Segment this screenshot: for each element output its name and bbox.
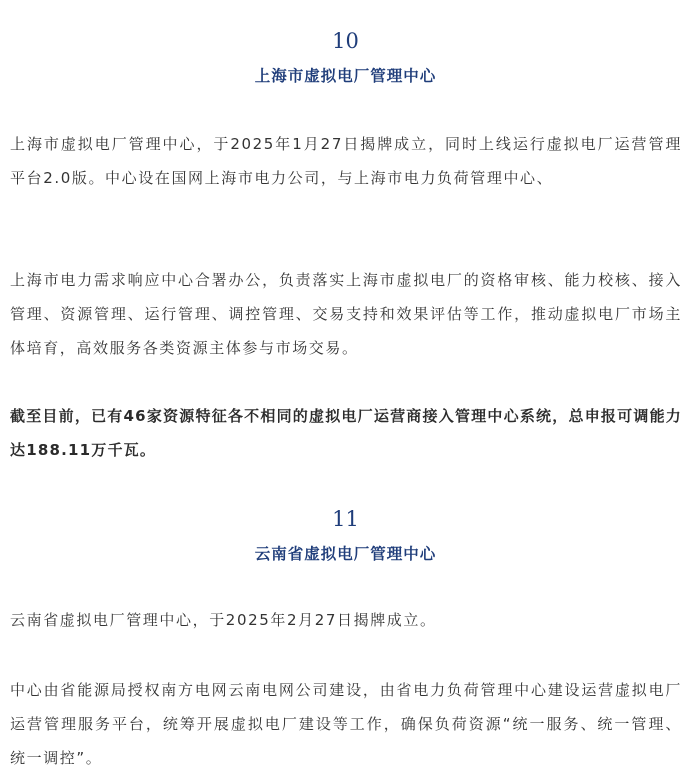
paragraph-shanghai-duties: 上海市电力需求响应中心合署办公，负责落实上海市虚拟电厂的资格审核、能力校核、接入管理、资源管理、运行管理、调控管理、交易支持和效果评估等工作，推动虚拟电厂市场主体培育，高效服务各类资源主体参与市场交易。 [10,271,682,357]
paragraph-shanghai-intro: 上海市虚拟电厂管理中心，于2025年1月27日揭牌成立，同时上线运行虚拟电厂运营管理平台2.0版。中心设在国网上海市电力公司，与上海市电力负荷管理中心、 [10,135,682,187]
paragraph-yunnan-intro: 云南省虚拟电厂管理中心，于2025年2月27日揭牌成立。 [10,611,437,629]
section-title-shanghai: 上海市虚拟电厂管理中心 [254,67,437,85]
paragraph-yunnan-details: 中心由省能源局授权南方电网云南电网公司建设，由省电力负荷管理中心建设运营虚拟电厂运营管理服务平台，统筹开展虚拟电厂建设等工作，确保负荷资源“统一服务、统一管理、统一调控”。 [10,681,682,767]
section-number-11: 11 [332,507,359,531]
section-title-yunnan: 云南省虚拟电厂管理中心 [254,545,437,563]
section-number-10: 10 [332,29,359,53]
paragraph-shanghai-stats: 截至目前，已有46家资源特征各不相同的虚拟电厂运营商接入管理中心系统，总申报可调能力达188.11万千瓦。 [10,407,682,459]
